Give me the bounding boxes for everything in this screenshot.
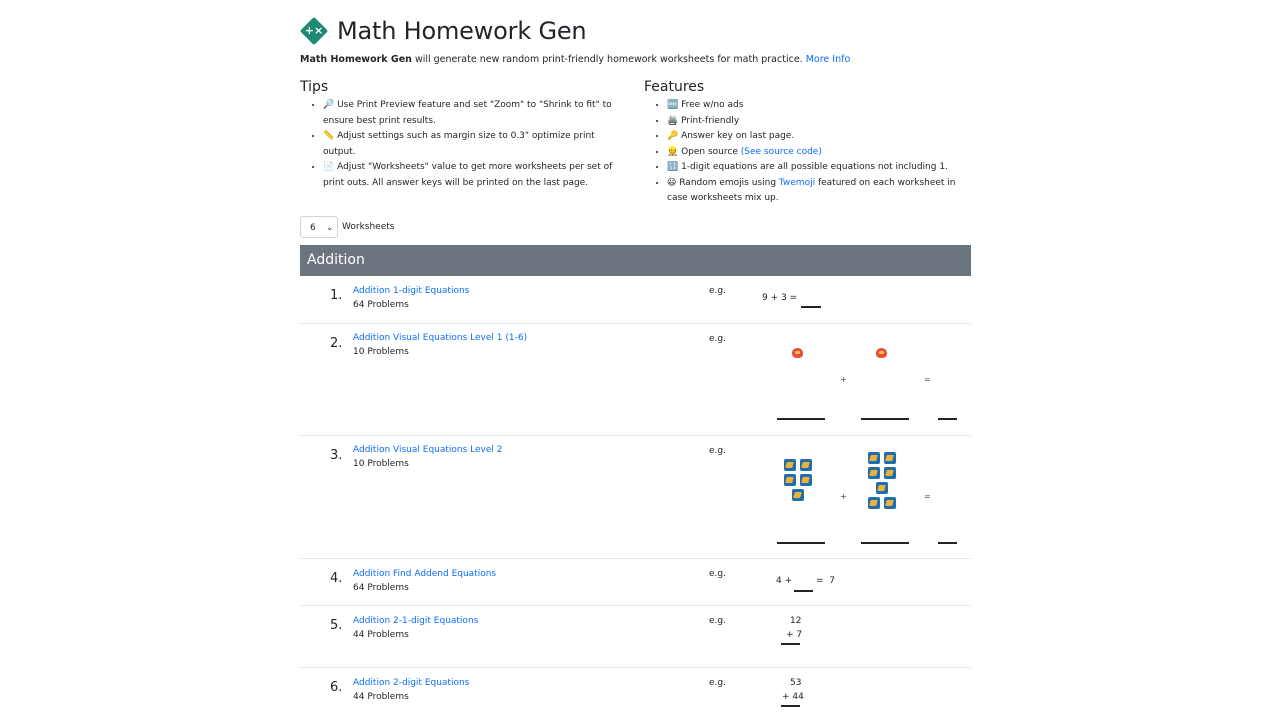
answer-blank: [861, 542, 909, 544]
problem-number: 4.: [330, 571, 343, 586]
problem-number: 3.: [330, 448, 343, 463]
feature-item: [667, 176, 974, 207]
example-label: e.g.: [709, 446, 726, 456]
features-section: [644, 78, 974, 207]
feature-item: • 🖨️ Print-friendly: [667, 114, 974, 130]
tips-list: [300, 98, 630, 191]
answer-blank: [938, 418, 957, 420]
equals-sign: =: [924, 492, 931, 501]
emoji-icon: [792, 489, 804, 501]
emoji-icon: [800, 474, 812, 486]
example-label: e.g.: [709, 569, 726, 579]
problem-count: 10 Problems: [353, 347, 409, 357]
problem-number: 6.: [330, 680, 343, 695]
problem-row: [300, 606, 971, 668]
features-list: [644, 98, 974, 207]
answer-blank: [861, 418, 909, 420]
emoji-icon: [876, 482, 888, 494]
problem-row: [300, 559, 971, 606]
answer-blank: [777, 418, 825, 420]
tips-heading: Tips: [300, 79, 329, 95]
problem-number: 2.: [330, 336, 343, 351]
emoji-icon: [868, 467, 880, 479]
answer-line: [781, 643, 800, 645]
problem-row: [300, 668, 971, 720]
emoji-icon: [800, 459, 812, 471]
example-equation: 4 +: [776, 576, 793, 586]
emoji-icon: [784, 474, 796, 486]
example-top-number: 12: [790, 616, 802, 626]
source-code-link[interactable]: (See source code): [740, 146, 822, 157]
problem-row: [300, 276, 971, 324]
example-bottom-number: + 44: [782, 692, 804, 702]
intro-text: [300, 54, 850, 65]
intro-description: will generate new random print-friendly homework worksheets for math practice.: [411, 54, 806, 65]
problem-link[interactable]: Addition Visual Equations Level 2: [353, 445, 503, 455]
tips-section: [300, 78, 630, 191]
page-title: Math Homework Gen: [337, 17, 587, 45]
answer-blank: [801, 306, 821, 308]
problem-count: 64 Problems: [353, 583, 409, 593]
intro-app-name: Math Homework Gen: [300, 54, 412, 65]
emoji-icon: [876, 348, 887, 358]
example-equation: 9 + 3 =: [762, 293, 798, 303]
emoji-icon: [884, 497, 896, 509]
feature-text: 👷 Open source: [667, 146, 741, 157]
example-label: e.g.: [709, 334, 726, 344]
problem-link[interactable]: Addition Visual Equations Level 1 (1-6): [353, 333, 528, 343]
example-equation: = 7: [816, 576, 835, 586]
problem-row: [300, 436, 971, 559]
problem-link[interactable]: Addition 2-digit Equations: [353, 678, 470, 688]
worksheets-label: Worksheets: [342, 222, 395, 232]
emoji-icon: [868, 452, 880, 464]
tip-item: • 🔎 Use Print Preview feature and set "Zoom" to "Shrink to fit" to ensure best print results.: [323, 98, 630, 129]
tip-item: • 📄 Adjust "Worksheets" value to get more worksheets per set of print outs. All answer keys will be printed on the last page.: [323, 160, 630, 191]
worksheets-select[interactable]: [300, 216, 338, 238]
example-label: e.g.: [709, 286, 726, 296]
equals-sign: =: [924, 375, 931, 384]
problem-count: 44 Problems: [353, 630, 409, 640]
problem-link[interactable]: Addition 1-digit Equations: [353, 286, 470, 296]
example-label: e.g.: [709, 616, 726, 626]
chevron-down-icon: ⌄: [326, 223, 333, 232]
problem-number: 5.: [330, 618, 343, 633]
problem-row: [300, 324, 971, 436]
plus-sign: +: [840, 375, 847, 384]
feature-item: • 🔑 Answer key on last page.: [667, 129, 974, 145]
more-info-link[interactable]: More Info: [805, 54, 851, 65]
emoji-icon: [884, 467, 896, 479]
feature-item: • 🆓 Free w/no ads: [667, 98, 974, 114]
example-label: e.g.: [709, 678, 726, 688]
answer-blank: [794, 590, 813, 592]
plus-sign: +: [840, 492, 847, 501]
section-header-addition: Addition: [300, 245, 971, 276]
problem-link[interactable]: Addition Find Addend Equations: [353, 569, 497, 579]
tip-item: • 📏 Adjust settings such as margin size to 0.3" optimize print output.: [323, 129, 630, 160]
feature-item: [667, 145, 974, 161]
example-bottom-number: + 7: [786, 630, 803, 640]
feature-item: • 🔢 1-digit equations are all possible equations not including 1.: [667, 160, 974, 176]
features-heading: Features: [644, 79, 705, 95]
problem-link[interactable]: Addition 2-1-digit Equations: [353, 616, 479, 626]
emoji-icon: [884, 452, 896, 464]
emoji-icon: [784, 459, 796, 471]
answer-blank: [777, 542, 825, 544]
answer-blank: [938, 542, 957, 544]
problem-number: 1.: [330, 288, 343, 303]
problem-count: 10 Problems: [353, 459, 409, 469]
answer-line: [781, 705, 800, 707]
problem-count: 44 Problems: [353, 692, 409, 702]
page-header: [300, 16, 586, 46]
feature-text: 😃 Random emojis using: [667, 177, 779, 188]
emoji-icon: [792, 348, 803, 358]
feature-text: featured on each worksheet in case worksheets mix up.: [667, 177, 956, 203]
twemoji-link[interactable]: Twemoji: [778, 177, 816, 188]
problem-count: 64 Problems: [353, 300, 409, 310]
worksheets-value: 6: [310, 223, 316, 233]
emoji-icon: [868, 497, 880, 509]
calculator-logo-icon: +×: [300, 17, 328, 45]
example-top-number: 53: [790, 678, 802, 688]
